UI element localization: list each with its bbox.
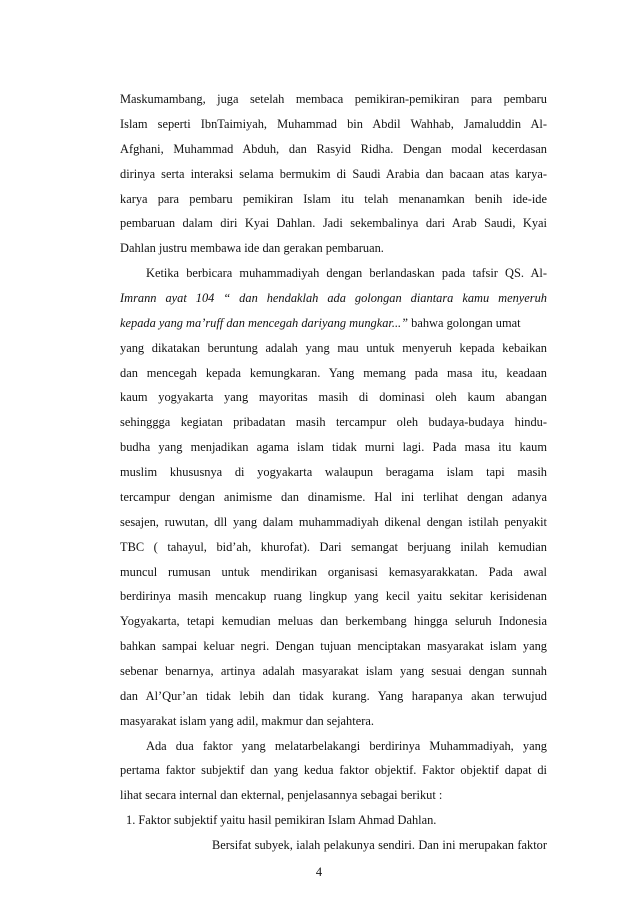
text-line: dirinya serta interaksi selama bermukim di Saudi Arabia dan bacaan atas karya- [120, 166, 547, 181]
text-line: sehinggga kegiatan pribadatan masih tercampur oleh budaya-budaya hindu- [120, 415, 547, 430]
text-line: tercampur dengan animisme dan dinamisme. Hal ini terlihat dengan adanya [120, 489, 547, 504]
text-line: kaum yogyakarta yang mayoritas masih di dominasi oleh kaum abangan [120, 390, 547, 405]
text-line: Ketika berbicara muhammadiyah dengan berlandaskan pada tafsir QS. Al- [146, 266, 547, 281]
text-line [120, 313, 547, 333]
page-number: 4 [315, 865, 323, 879]
text-line: budha yang menjadikan agama islam tidak murni lagi. Pada masa itu kaum [120, 440, 547, 455]
text-line: TBC ( tahayul, bid’ah, khurofat). Dari semangat berjuang inilah kemudian [120, 539, 547, 554]
text-line: bahkan sampai keluar negri. Dengan tujuan menciptakan masyarakat islam yang [120, 639, 547, 654]
text-line: dan mencegah kepada kemungkaran. Yang memang pada masa itu, keadaan [120, 365, 547, 380]
text-line: sesajen, ruwutan, dll yang dalam muhammadiyah dikenal dengan istilah penyakit [120, 514, 547, 529]
text-line: dan Al’Qur’an tidak lebih dan tidak kurang. Yang harapanya akan terwujud [120, 688, 547, 703]
text-line: Islam seperti IbnTaimiyah, Muhammad bin Abdil Wahhab, Jamaluddin Al- [120, 116, 547, 131]
text-line: Afghani, Muhammad Abduh, dan Rasyid Ridha. Dengan modal kecerdasan [120, 141, 547, 156]
text-line: Imrann ayat 104 “ dan hendaklah ada golongan diantara kamu menyeruh [120, 290, 547, 305]
text-line: lihat secara internal dan ekternal, penjelasannya sebagai berikut : [120, 788, 443, 803]
text-line: pembaruan dalam diri Kyai Dahlan. Jadi sekembalinya dari Arab Saudi, Kyai [120, 216, 547, 231]
text-line: berdirinya masih mencakup ruang lingkup yang kecil yaitu sekitar kerisidenan [120, 589, 547, 604]
text-line: sebenar benarnya, artinya adalah masyarakat islam yang sesuai dengan sunnah [120, 663, 547, 678]
text-line: Ada dua faktor yang melatarbelakangi berdirinya Muhammadiyah, yang [146, 738, 547, 753]
text-line: yang dikatakan beruntung adalah yang mau untuk menyeruh kepada kebaikan [120, 340, 547, 355]
list-item-1: 1. Faktor subjektif yaitu hasil pemikiran Islam Ahmad Dahlan. [126, 813, 437, 828]
text-line: muslim khususnya di yogyakarta walaupun beragama islam tapi masih [120, 465, 547, 479]
quote-text: kepada yang ma’ruff dan mencegah dariyang mungkar...” [120, 315, 409, 330]
text-span: bahwa golongan umat [408, 315, 521, 330]
text-line: pertama faktor subjektif dan yang kedua faktor objektif. Faktor objektif dapat di [120, 763, 547, 778]
text-line: Maskumambang, juga setelah membaca pemikiran-pemikiran para pembaru [120, 92, 547, 106]
text-line: Yogyakarta, tetapi kemudian meluas dan berkembang hingga seluruh Indonesia [120, 614, 547, 629]
text-line: masyarakat islam yang adil, makmur dan sejahtera. [120, 713, 374, 728]
text-line: muncul rumusan untuk mendirikan organisasi kemasyarakkatan. Pada awal [120, 564, 547, 579]
text-line: karya para pembaru pemikiran Islam itu telah menanamkan benih ide-ide [120, 191, 547, 206]
text-line: Dahlan justru membawa ide dan gerakan pembaruan. [120, 241, 384, 256]
text-line: Bersifat subyek, ialah pelakunya sendiri. Dan ini merupakan faktor [212, 838, 547, 852]
